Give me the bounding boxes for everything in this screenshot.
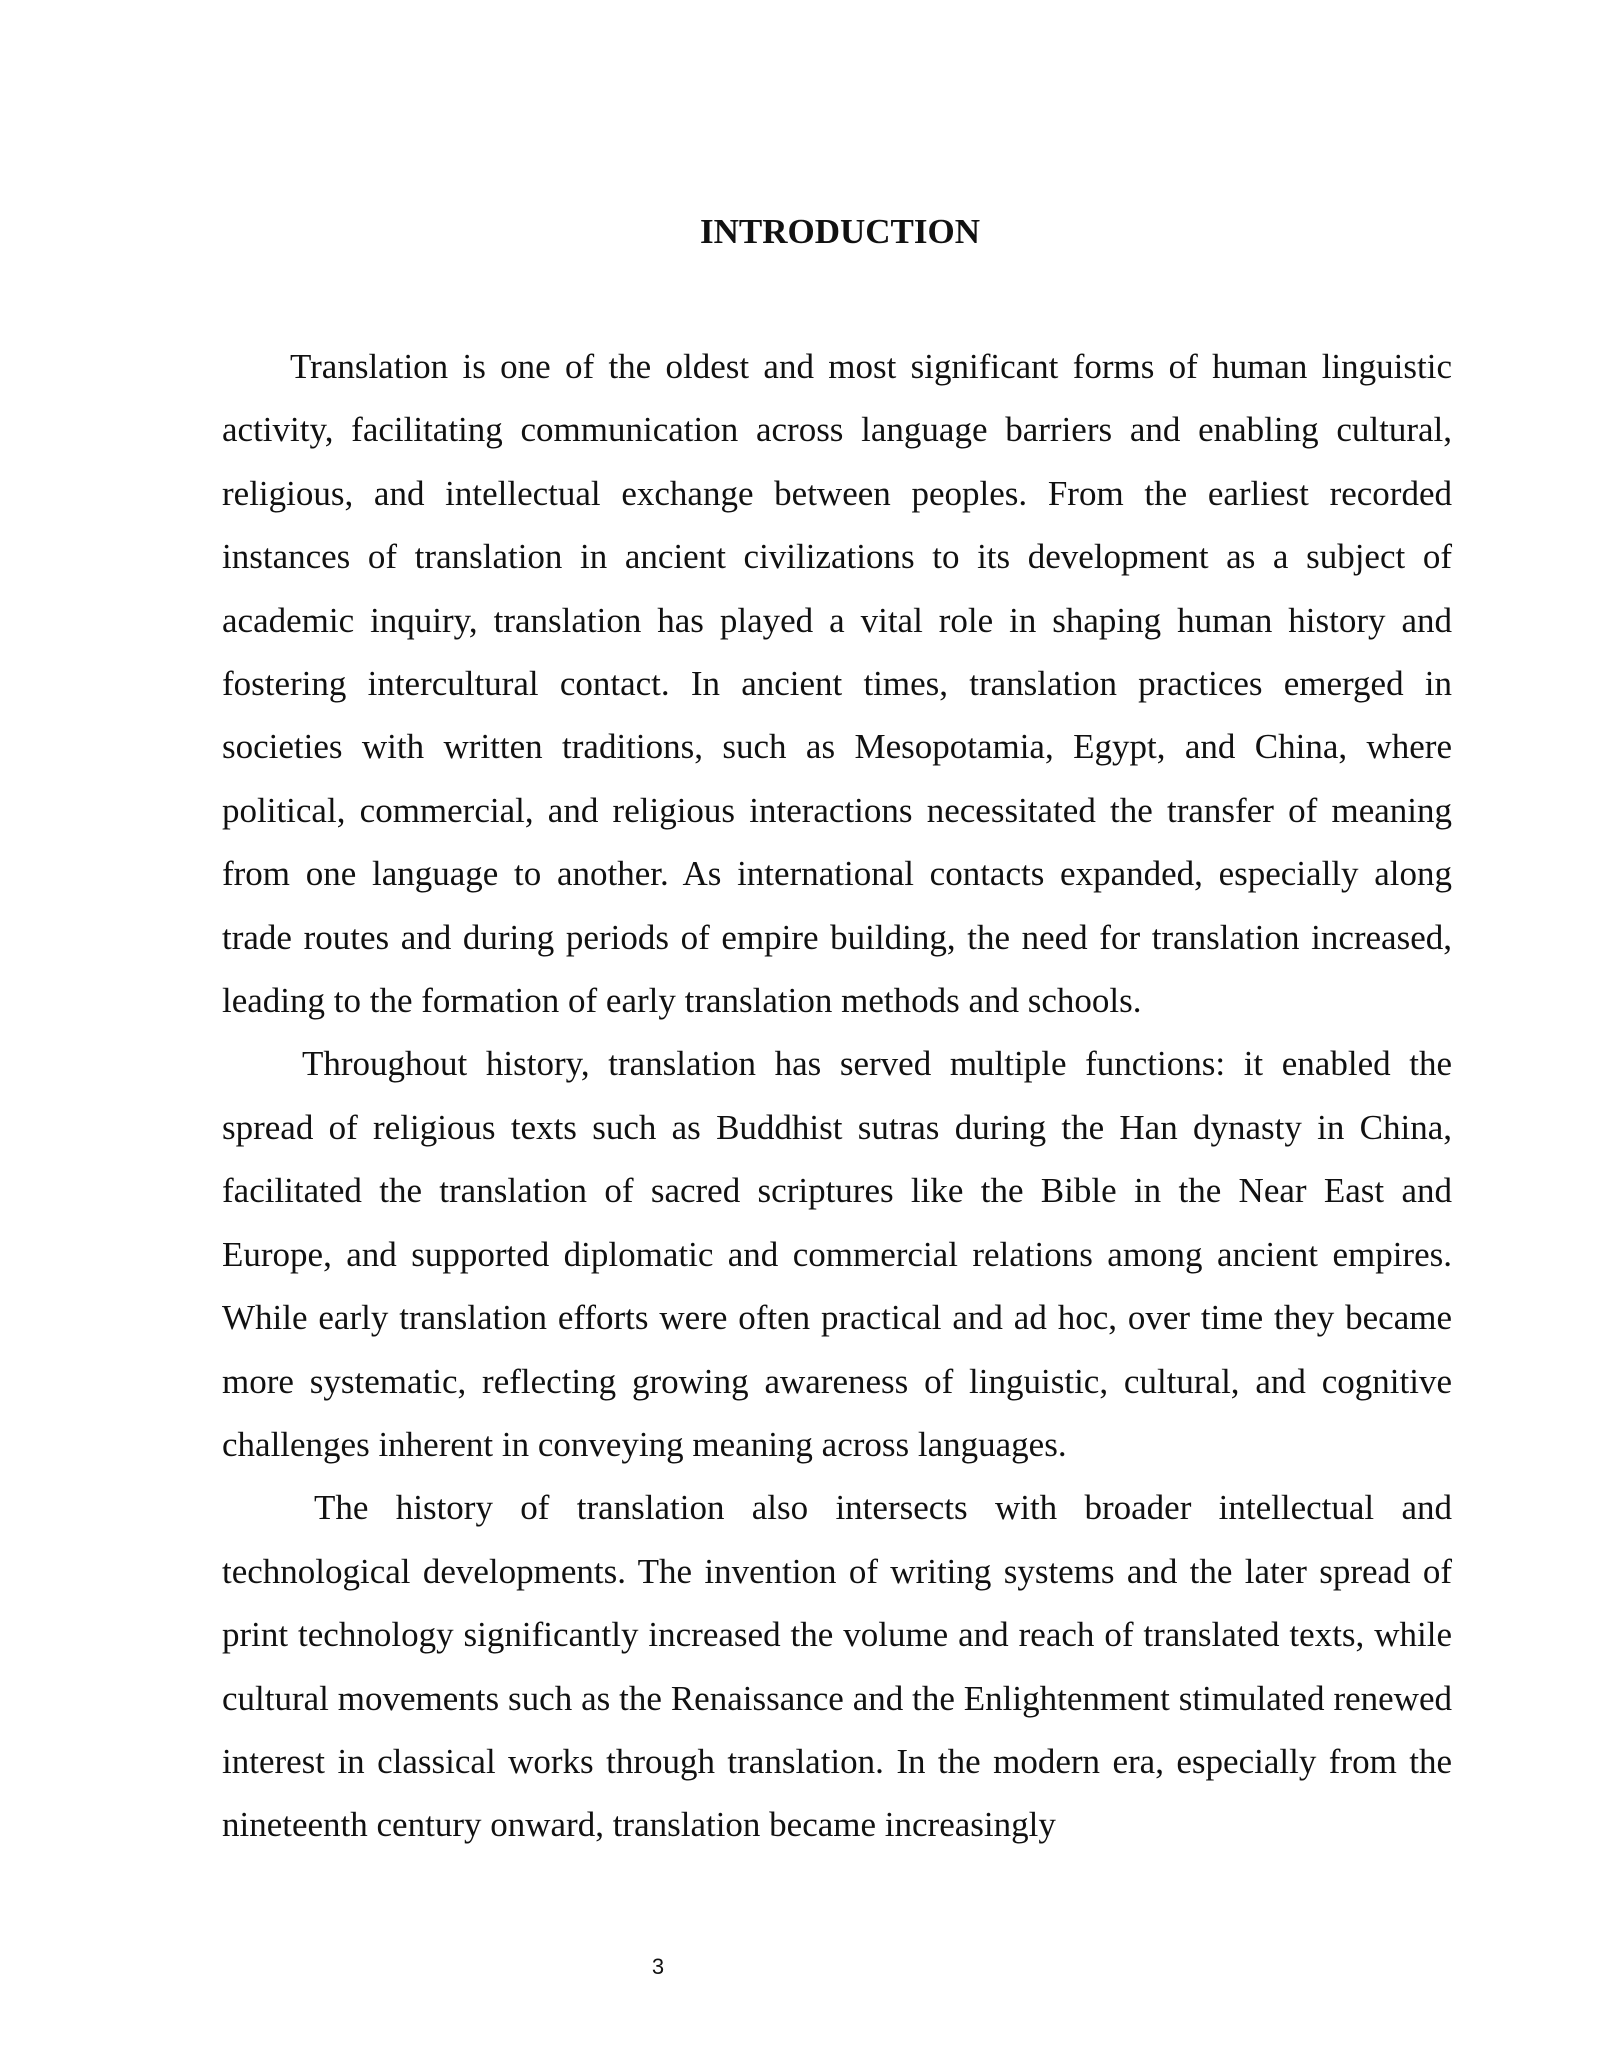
body-text [222, 335, 1452, 1857]
paragraph-1: Translation is one of the oldest and most significant forms of human linguistic activity, facilitating communication across language barriers and enabling cultural, religious, and intellectual exchange between peoples. From the earliest recorded instances of translation in ancient civilizations to its development as a subject of academic inquiry, translation has played a vital role in shaping human history and fostering intercultural contact. In ancient times, translation practices emerged in societies with written traditions, such as Mesopotamia, Egypt, and China, where political, commercial, and religious interactions necessitated the transfer of meaning from one language to another. As international contacts expanded, especially along trade routes and during periods of empire building, the need for translation increased, leading to the formation of early translation methods and schools. [222, 347, 1452, 1021]
section-heading: INTRODUCTION [699, 212, 981, 251]
page-number: 3 [651, 1954, 665, 1979]
paragraph-3: The history of translation also intersects with broader intellectual and technological developments. The invention of writing systems and the later spread of print technology significantly increased the volume and reach of translated texts, while cultural movements such as the Renaissance and the Enlightenment stimulated renewed interest in classical works through translation. In the modern era, especially from the nineteenth century onward, translation became increasingly [222, 1488, 1452, 1845]
paragraph-2: Throughout history, translation has served multiple functions: it enabled the spread of religious texts such as Buddhist sutras during the Han dynasty in China, facilitated the translation of sacred scriptures like the Bible in the Near East and Europe, and supported diplomatic and commercial relations among ancient empires. While early translation efforts were often practical and ad hoc, over time they became more systematic, reflecting growing awareness of linguistic, cultural, and cognitive challenges inherent in conveying meaning across languages. [222, 1044, 1452, 1464]
